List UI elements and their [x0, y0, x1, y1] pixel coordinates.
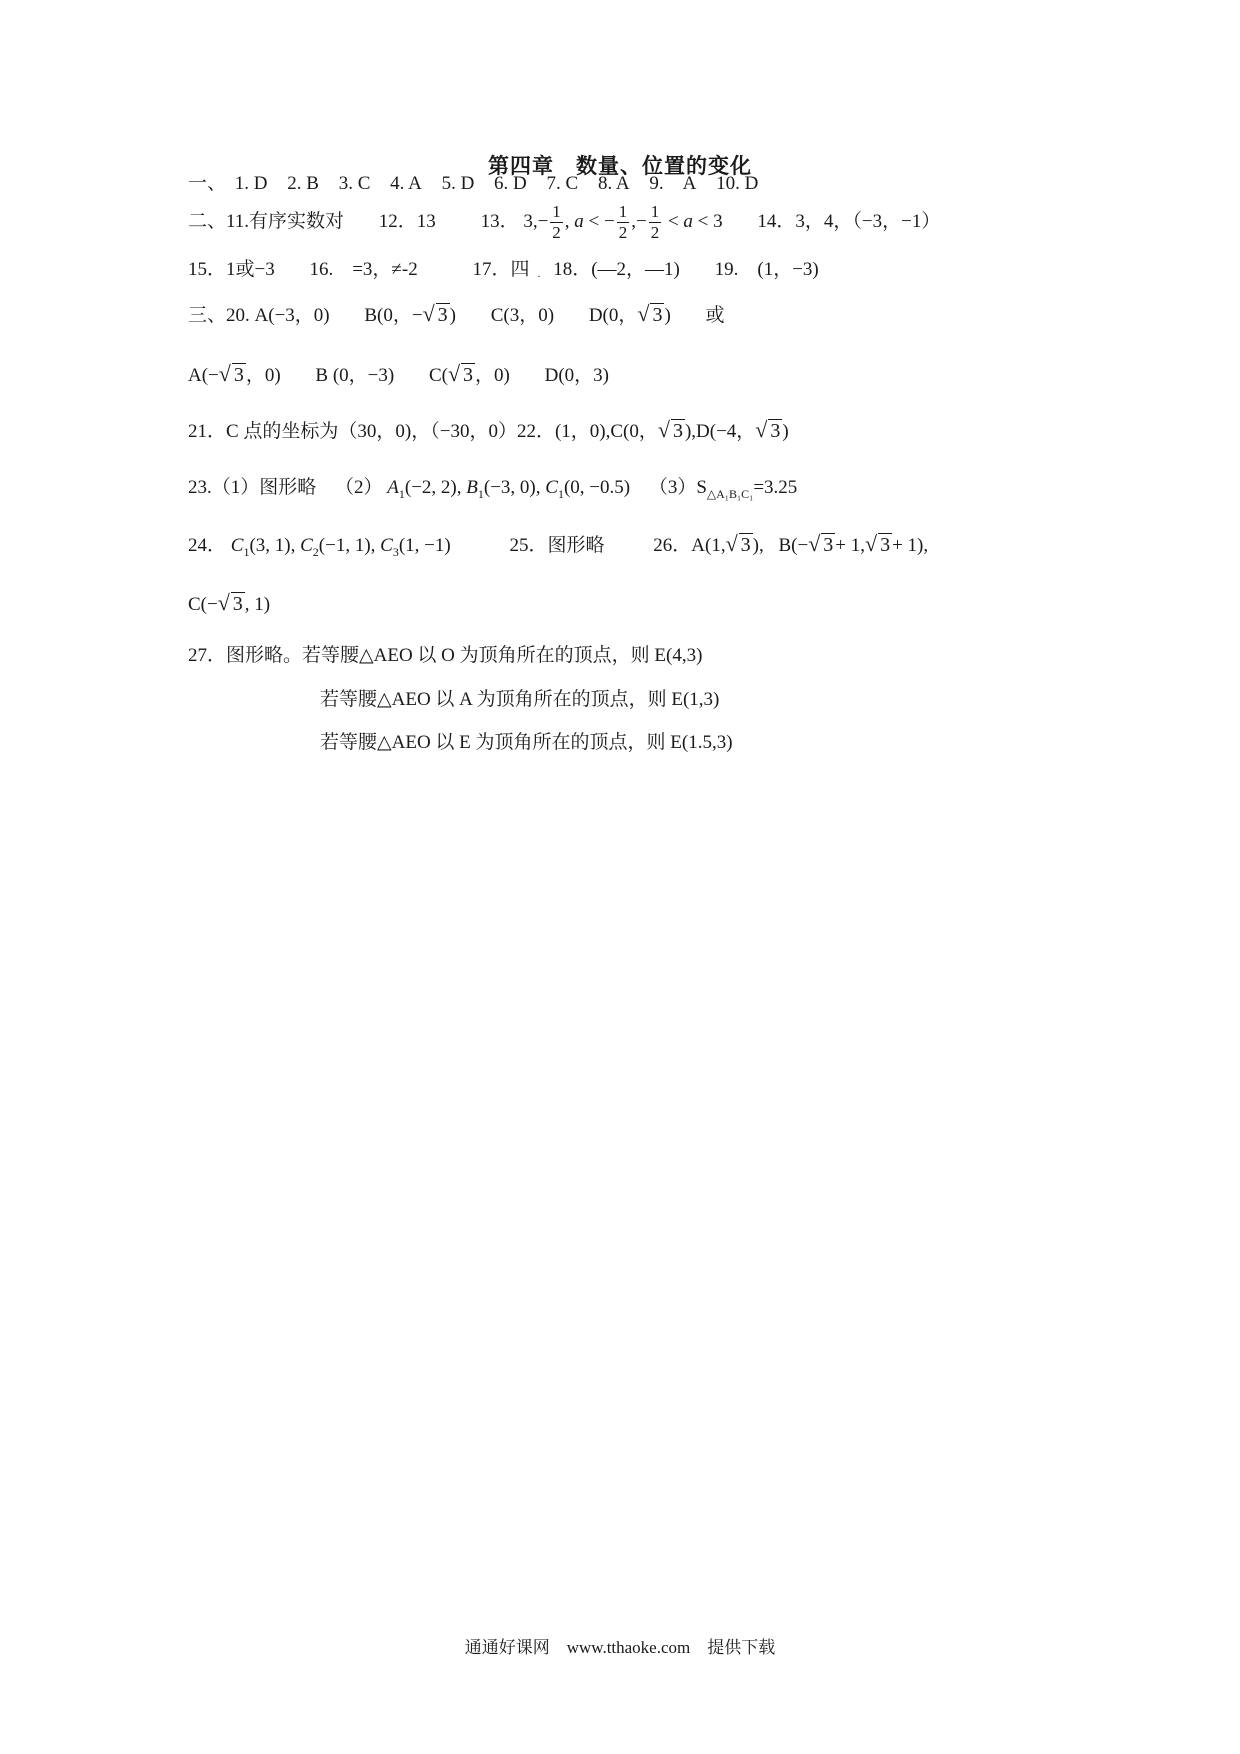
sqrt-symbol: √ [808, 531, 821, 556]
answer-23-part2-label: （2） [335, 477, 383, 498]
less-than: < [588, 210, 600, 232]
less-than-three: < 3 [697, 210, 723, 232]
comma: , [564, 210, 570, 232]
mc-answer: 3. C [338, 173, 371, 194]
answer-20-line-1 [188, 300, 725, 327]
var-C: C [380, 535, 393, 556]
mc-prefix: 一、 [188, 173, 227, 194]
area-value: =3.25 [753, 477, 798, 498]
answer-27-line-2: 若等腰△AEO 以 A 为顶角所在的顶点，则 E(1,3) [320, 689, 720, 710]
numerator: 1 [650, 202, 660, 221]
answer-24-26-line [188, 530, 928, 560]
sqrt-three [218, 590, 245, 616]
answer-21-22-text: 21．C 点的坐标为（30，0)，（−30，0）22．(1，0),C(0， [188, 421, 658, 442]
sqrt-three [808, 531, 835, 557]
minus-sign: − [537, 210, 549, 232]
point-A [188, 360, 281, 387]
answer-26-cont-line [188, 590, 270, 616]
sub-two: 2 [312, 544, 319, 559]
sqrt-symbol: √ [725, 531, 738, 556]
mc-answer: 8. A [597, 173, 630, 194]
radicand: 3 [233, 364, 244, 386]
answer-15: 15．1或−3 [188, 259, 275, 280]
mc-answer: 9. A [649, 173, 697, 194]
mc-answers-line [188, 168, 773, 195]
c3-value: (1, −1) [398, 535, 451, 556]
answer-20-line-2 [188, 360, 609, 387]
q13-label: 13． [480, 210, 519, 232]
sqrt-three [726, 531, 753, 557]
q20-prefix: 三、20. [188, 305, 250, 326]
sqrt-three [423, 301, 450, 327]
radicand: 3 [463, 364, 474, 386]
minus-sign: − [604, 210, 615, 232]
close-paren: ) [449, 305, 456, 326]
sqrt-three [658, 417, 685, 443]
stray-dot: . [537, 266, 541, 280]
answer-25: 25．图形略 [509, 535, 605, 556]
sqrt-symbol: √ [422, 301, 435, 326]
radicand: 3 [823, 534, 834, 556]
c2-value: (−1, 1), [318, 535, 376, 556]
var-C: C [300, 535, 313, 556]
B-end: + 1), [892, 535, 929, 556]
radicand: 3 [652, 304, 663, 326]
point-C [429, 360, 510, 387]
C-open: C(− [188, 594, 218, 615]
B-mid: + 1, [835, 535, 865, 556]
sqrt-three [755, 417, 782, 443]
answer-12: 12．13 [378, 210, 436, 232]
sqrt-three [448, 361, 475, 387]
sqrt-symbol: √ [218, 361, 231, 386]
or-word: 或 [705, 305, 725, 326]
sqrt-three [637, 301, 664, 327]
answer-27-line-3: 若等腰△AEO 以 E 为顶角所在的顶点，则 E(1.5,3) [320, 732, 733, 753]
radicand: 3 [880, 534, 891, 556]
sub-one: 1 [398, 486, 405, 501]
B-open: B( [778, 535, 798, 556]
radicand: 3 [672, 420, 683, 442]
point-A-close: ，0) [245, 365, 281, 386]
point-B [364, 300, 456, 327]
chapter-title: 第四章 数量、位置的变化 [488, 154, 752, 178]
denominator: 2 [552, 223, 561, 242]
numerator: 1 [618, 202, 628, 221]
sub-one: 1 [243, 544, 250, 559]
mc-answer: 4. A [390, 173, 422, 194]
sub-one: 1 [477, 486, 484, 501]
sqrt-symbol: √ [657, 417, 670, 442]
answer-13 [480, 202, 728, 242]
answer-23-part3: （3）S [648, 477, 707, 498]
answer-21-22-line [188, 416, 789, 443]
var-B: B [466, 477, 478, 498]
answer-16: 16. =3，≠-2 [309, 259, 418, 280]
sqrt-symbol: √ [447, 361, 461, 386]
A-close: ), [752, 535, 764, 556]
point-A: A(−3，0) [254, 305, 330, 326]
var-C: C [230, 535, 244, 556]
sqrt-symbol: √ [637, 301, 650, 326]
C1-value: (0, −0.5) [563, 477, 631, 498]
answer-11: 二、11.有序实数对 [188, 210, 345, 232]
radicand: 3 [232, 593, 243, 615]
mc-answer: 5. D [441, 173, 475, 194]
minus-sign: − [797, 535, 809, 556]
mc-answer: 1. D [234, 173, 268, 194]
point-B: B (0，−3) [315, 365, 395, 386]
point-D [589, 300, 671, 327]
answer-23-line [188, 472, 797, 502]
numerator: 1 [552, 202, 561, 221]
fraction-one-half [550, 202, 563, 243]
A-x: 1, [711, 535, 726, 556]
mc-answer: 2. B [287, 173, 319, 194]
point-B-open: B(0，− [364, 305, 423, 326]
fraction-one-half [649, 202, 662, 243]
c1-value: (3, 1), [249, 535, 296, 556]
area-subscript: △A₁B₁C₁ [706, 486, 754, 501]
sub-one: 1 [557, 486, 564, 501]
answer-14: 14．3，4，（−3，−1） [757, 210, 941, 232]
answer-23-part1: 23.（1）图形略 [188, 477, 317, 498]
denominator: 2 [618, 223, 628, 242]
sqrt-symbol: √ [755, 417, 768, 442]
point-D: D(0，3) [544, 365, 610, 386]
radicand: 3 [740, 534, 751, 556]
sqrt-symbol: √ [864, 531, 878, 556]
var-C: C [545, 477, 558, 498]
mc-answer: 7. C [546, 173, 579, 194]
answer-22-end: ) [782, 421, 789, 442]
minus-sign: − [635, 210, 647, 232]
A1-value: (−2, 2), [404, 477, 462, 498]
q26-label: 26．A( [653, 535, 712, 556]
point-C: C(3，0) [490, 305, 555, 326]
comma: , [631, 210, 636, 232]
answer-27-line-1: 27．图形略。若等腰△AEO 以 O 为顶角所在的顶点，则 E(4,3) [188, 645, 703, 666]
download-footer: 通通好课网 www.tthaoke.com 提供下载 [464, 1638, 776, 1657]
q24-label: 24． [188, 535, 227, 556]
C-close: , 1) [244, 594, 271, 615]
fill-line-15-19 [188, 254, 819, 281]
point-D-open: D(0， [588, 305, 638, 326]
sqrt-symbol: √ [217, 590, 230, 615]
mc-answer: 10. D [716, 173, 759, 194]
radicand: 3 [770, 420, 781, 442]
fraction-one-half [617, 202, 630, 243]
close-paren: ) [664, 305, 671, 326]
fill-line-11-14 [188, 202, 940, 243]
var-a: a [683, 210, 693, 232]
less-than: < [667, 210, 679, 232]
answer-19: 19. (1，−3) [714, 259, 819, 280]
mc-answer: 6. D [494, 173, 527, 194]
sqrt-three [865, 531, 892, 557]
B1-value: (−3, 0), [483, 477, 541, 498]
denominator: 2 [650, 223, 660, 242]
var-a: a [574, 210, 584, 232]
sub-three: 3 [392, 544, 399, 559]
answer-22-mid: ),D(−4， [684, 421, 756, 442]
answer-18: 18．(—2，—1) [553, 259, 680, 280]
answer-17: 17．四 [472, 259, 530, 280]
point-C-close: ，0) [475, 365, 510, 386]
point-C-open: C( [428, 365, 448, 386]
point-A-open: A(− [188, 365, 219, 386]
var-A: A [387, 477, 399, 498]
sqrt-three [219, 361, 246, 387]
q13-three: 3, [523, 210, 538, 232]
radicand: 3 [437, 304, 448, 326]
